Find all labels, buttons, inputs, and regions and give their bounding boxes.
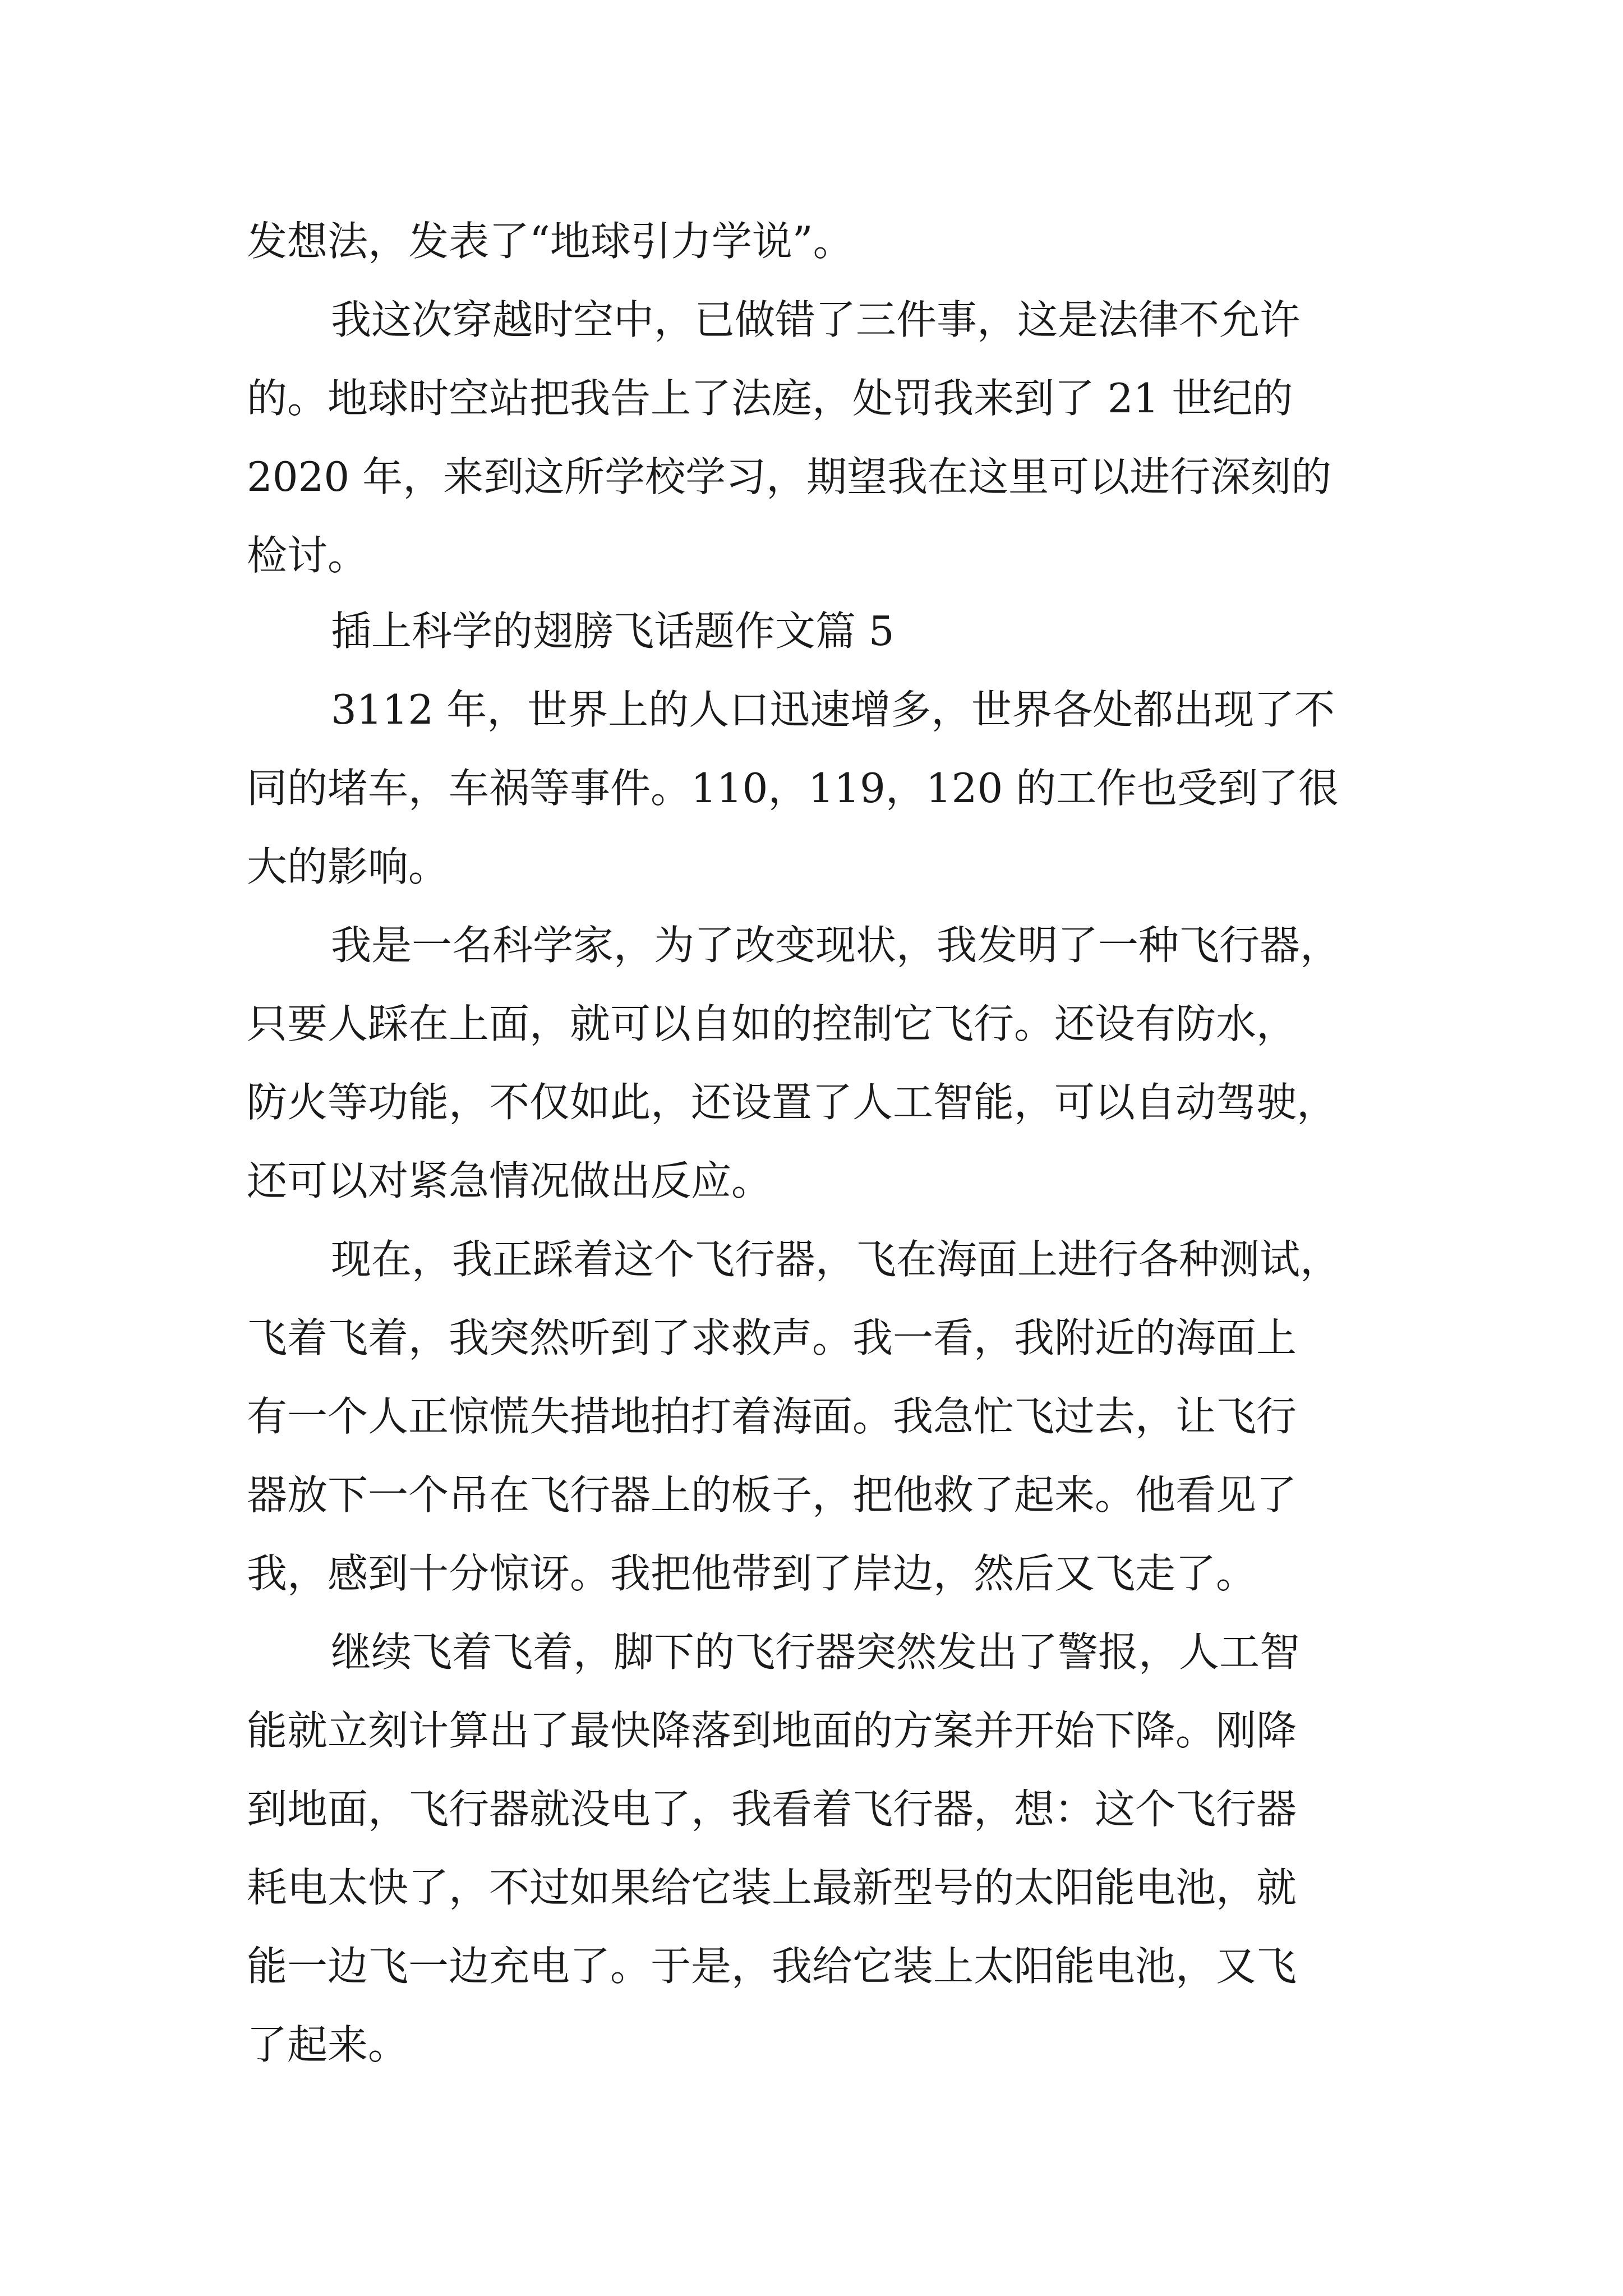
text-line: 同的堵车，车祸等事件。110，119，120 的工作也受到了很: [247, 765, 1339, 812]
section-heading: 插上科学的翅膀飞话题作文篇 5: [331, 608, 895, 655]
text-line: 继续飞着飞着，脚下的飞行器突然发出了警报，人工智: [331, 1628, 1301, 1676]
text-line: 我，感到十分惊讶。我把他带到了岸边，然后又飞走了。: [247, 1550, 1257, 1597]
text-line: 我是一名科学家，为了改变现状，我发明了一种飞行器，: [331, 922, 1341, 969]
text-line: 有一个人正惊慌失措地拍打着海面。我急忙飞过去，让飞行: [247, 1393, 1297, 1440]
text-line: 发想法，发表了“地球引力学说”。: [247, 218, 854, 265]
text-line: 的。地球时空站把我告上了法庭，处罚我来到了 21 世纪的: [247, 375, 1293, 422]
text-line: 能就立刻计算出了最快降落到地面的方案并开始下降。刚降: [247, 1707, 1297, 1754]
text-line: 3112 年，世界上的人口迅速增多，世界各处都出现了不: [331, 686, 1335, 733]
text-line: 防火等功能，不仅如此，还设置了人工智能，可以自动驾驶，: [247, 1079, 1338, 1126]
text-line: 我这次穿越时空中，已做错了三件事，这是法律不允许: [331, 296, 1301, 343]
text-line: 能一边飞一边充电了。于是，我给它装上太阳能电池，又飞: [247, 1943, 1297, 1990]
text-line: 飞着飞着，我突然听到了求救声。我一看，我附近的海面上: [247, 1314, 1297, 1361]
text-line: 耗电太快了，不过如果给它装上最新型号的太阳能电池，就: [247, 1864, 1297, 1911]
text-line: 器放下一个吊在飞行器上的板子，把他救了起来。他看见了: [247, 1471, 1297, 1519]
text-line: 2020 年，来到这所学校学习，期望我在这里可以进行深刻的: [247, 453, 1332, 500]
text-line: 还可以对紧急情况做出反应。: [247, 1157, 772, 1204]
text-line: 了起来。: [247, 2021, 409, 2068]
text-line: 只要人踩在上面，就可以自如的控制它飞行。还设有防水，: [247, 1000, 1297, 1047]
text-line: 检讨。: [247, 532, 368, 579]
text-line: 到地面，飞行器就没电了，我看着飞行器，想：这个飞行器: [247, 1786, 1297, 1833]
text-line: 现在，我正踩着这个飞行器，飞在海面上进行各种测试，: [331, 1236, 1341, 1283]
text-line: 大的影响。: [247, 843, 449, 890]
